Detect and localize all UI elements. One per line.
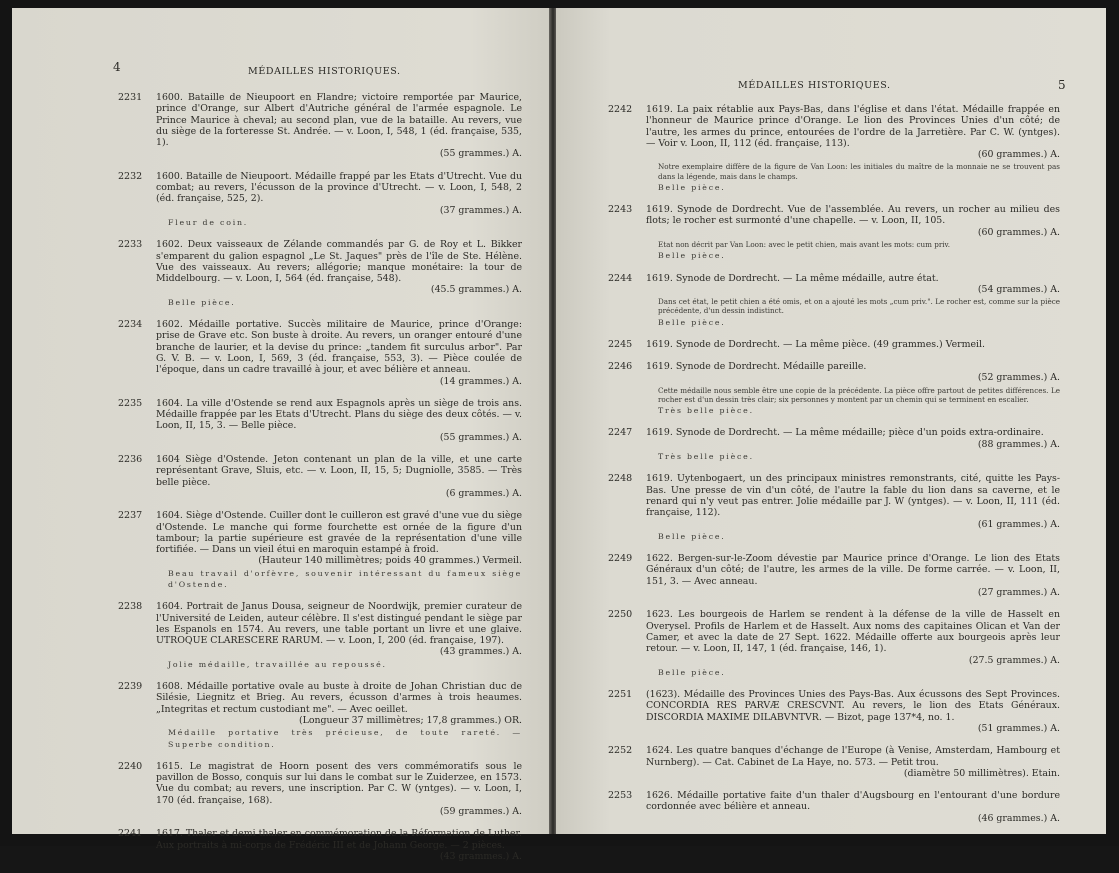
entry-description: 1619. La paix rétablie aux Pays-Bas, dans l'église et dans l'état. Médaille frappée en l'honneur de Maurice prince d'Orange. Le lion des Provinces Unies d'un côté; de l'autre, les armes du prince, entourées de l'ordre de la Jarretière. Par C. W. (yntges). — Voir v. Loon, II, 112 (éd. française, 113).	[646, 104, 1060, 149]
entry-weight-metal: (27 grammes.) A.	[977, 587, 1060, 599]
entry-weight-metal: (59 grammes.) A.	[439, 806, 522, 818]
entry-body	[646, 427, 1060, 462]
entry-weight-metal: (14 grammes.) A.	[439, 375, 522, 387]
lot-number: 2231	[118, 92, 143, 103]
catalogue-entry	[608, 553, 1060, 598]
entry-description: 1619. Synode de Dordrecht. — La même médaille; pièce d'un poids extra-ordinaire.	[646, 427, 1044, 439]
catalogue-entry	[118, 398, 522, 443]
entry-body	[156, 681, 522, 750]
entry-condition: Belle pièce.	[168, 297, 236, 307]
entry-list	[118, 92, 522, 873]
lot-number: 2249	[608, 553, 633, 565]
entry-description: 1602. Deux vaisseaux de Zélande commandés par G. de Roy et L. Bikker s'emparent du galion espagnol „Le St. Jaques" près de l'île de Ste. Hélène. Vue des vaisseaux. Au revers; allégorie; manque monétaire: la tour de Middelbourg. — v. Loon, I, 564 (éd. française, 548).	[156, 239, 522, 285]
lot-number: 2252	[608, 745, 633, 757]
catalogue-entry	[118, 92, 522, 160]
catalogue-entry	[118, 601, 522, 670]
lot-number: 2248	[608, 473, 633, 485]
entry-weight-metal: (61 grammes.) A.	[977, 518, 1060, 530]
catalogue-entry	[608, 427, 1060, 462]
page-number: 4	[113, 60, 121, 74]
left-page	[12, 8, 550, 862]
entry-description: 1624. Les quatre banques d'échange de l'Europe (à Venise, Amsterdam, Hambourg et Nurnberg). — Cat. Cabinet de La Haye, no. 573. — Petit trou.	[646, 745, 1060, 768]
catalogue-entry	[608, 689, 1060, 734]
entry-condition: Fleur de coin.	[168, 217, 249, 227]
entry-note: Etat non décrit par Van Loon: avec le petit chien, mais avant les mots: cum priv.	[658, 240, 951, 250]
entry-description: 1617. Thaler et demi thaler en commémoration de la Réformation de Luther. Aux portraits à mi-corps de Frédéric III et de Johann George. — 2 pièces.	[156, 828, 522, 851]
entry-description: 1623. Les bourgeois de Harlem se rendent à la défense de la ville de Hasselt en Overysel. Profils de Harlem et de Hasselt. Aux noms des capitaines Olican et Van der Camer, et avec la date de 27 Sept. 1622. Médaille offerte aux bourgeois après leur retour. — v. Loon, II, 147, 1 (éd. française, 146, 1).	[646, 609, 1060, 655]
entry-weight-metal: (diamètre 50 millimètres). Etain.	[903, 767, 1060, 779]
entry-description: 1615. Le magistrat de Hoorn posent des vers commémoratifs sous le pavillon de Bosso, conquis sur lui dans le combat sur le Zuiderzee, en 1573. Vue du combat; au revers, une inscription. Par C. W (yntges). — v. Loon, I, 170 (éd. française, 168).	[156, 760, 522, 806]
entry-description: 1604. Portrait de Janus Dousa, seigneur de Noordwijk, premier curateur de l'Université de Leiden, auteur célèbre. Il s'est distingué pendant le siège par les Espanols en 1574. Au revers, une table portant un livre et une glaive. UTROQUE CLARESCERE RARUM. — v. Loon, I, 200 (éd. française, 197).	[156, 601, 522, 647]
entry-description: 1604 Siège d'Ostende. Jeton contenant un plan de la ville, et une carte représentant Grave, Sluis, etc. — v. Loon, II, 15, 5; Dugniolle, 3585. — Très belle pièce.	[156, 454, 522, 488]
entry-body	[156, 171, 522, 228]
lot-number: 2247	[608, 427, 633, 439]
entry-description: 1600. Bataille de Nieupoort en Flandre; victoire remportée par Maurice, prince d'Orange, sur Albert d'Autriche général de l'armée espagnole. Le Prince Maurice à cheval; au second plan, vue de la bataille. Au revers, vue du siège de la forteresse St. Andrée. — v. Loon, I, 548, 1 (éd. française, 535, 1).	[156, 92, 522, 149]
entry-note: Dans cet état, le petit chien a été omis, et on a ajouté les mots „cum priv.". Le rocher est, comme sur la pièce précédente, d'un dessin indistinct.	[658, 297, 1060, 316]
lot-number: 2240	[118, 760, 143, 772]
entry-body	[156, 454, 522, 499]
entry-body	[646, 689, 1060, 734]
entry-note: Cette médaille nous semble être une copie de la précédente. La pièce offre partout de petites différences. Le rocher est d'un dessin très clair; six personnes y montent par un chemin qui se terminent en escalier.	[658, 385, 1060, 404]
page-number: 5	[1058, 78, 1066, 92]
catalogue-entry	[608, 273, 1060, 328]
entry-description: 1619. Synode de Dordrecht. Médaille pareille.	[646, 361, 867, 373]
lot-number: 2250	[608, 609, 633, 621]
entry-body	[156, 761, 522, 817]
entry-body	[156, 828, 522, 862]
catalogue-entry	[118, 761, 522, 817]
catalogue-entry	[608, 104, 1060, 193]
entry-body	[646, 273, 1060, 328]
entry-body	[156, 319, 522, 387]
entry-body	[646, 609, 1060, 678]
entry-body	[646, 104, 1060, 193]
catalogue-entry	[608, 473, 1060, 542]
entry-description: 1608. Médaille portative ovale au buste à droite de Johan Christian duc de Silésie, Liegnitz et Brieg. Au revers, écusson d'armes à trois heaumes. „Integritas et rectum custodiant me". — Avec oeillet.	[156, 681, 522, 715]
entry-weight-metal: (43 grammes.) A.	[439, 850, 522, 862]
entry-weight-metal: (46 grammes.) A.	[977, 812, 1060, 824]
entry-condition: Beau travail d'orfèvre, souvenir intéressant du fameux siège d'Ostende.	[168, 568, 522, 589]
entry-body	[646, 473, 1060, 542]
lot-number: 2232	[118, 170, 143, 182]
entry-body	[646, 745, 1060, 779]
entry-condition: Jolie médaille, travaillée au repoussé.	[168, 659, 387, 669]
lot-number: 2237	[118, 510, 143, 522]
entry-weight-metal: (51 grammes.) A.	[977, 723, 1060, 734]
entry-weight-metal: (6 grammes.) A.	[445, 487, 522, 499]
entry-description: 1600. Bataille de Nieupoort. Médaille frappé par les Etats d'Utrecht. Vue du combat; au revers, l'écusson de la province d'Utrecht. — v. Loon, I, 548, 2 (éd. française, 525, 2).	[156, 170, 522, 205]
catalogue-entry	[118, 510, 522, 590]
catalogue-entry	[118, 828, 522, 862]
entry-description: 1604. Siège d'Ostende. Cuiller dont le cuilleron est gravé d'une vue du siège d'Ostende. Le manche qui forme fourchette est ornée de la figure d'un tambour; la partie supérieure est gravée de la représentation d'une ville fortifiée. — Dans un vieil étui en maroquin estampé à froid.	[156, 510, 522, 556]
entry-description: 1619. Uytenbogaert, un des principaux ministres remonstrants, cité, quitte les Pays-Bas. Une presse de vin d'un côté, de l'autre la fable du lion dans sa caverne, et le renard qui n'y veut pas entrer. Jolie médaille par J. W (yntges). — v. Loon, II, 111 (éd. française, 112).	[646, 473, 1060, 519]
entry-weight-metal: (43 grammes.) A.	[439, 646, 522, 658]
entry-weight-metal: (45.5 grammes.) A.	[430, 284, 522, 296]
catalogue-entry	[608, 745, 1060, 779]
entry-description: 1626. Médaille portative faite d'un thaler d'Augsbourg en l'entourant d'une bordure cordonnée avec bélière et anneau.	[646, 790, 1060, 813]
running-header: MÉDAILLES HISTORIQUES.	[738, 80, 891, 91]
entry-note: Notre exemplaire diffère de la figure de Van Loon: les initiales du maître de la monnaie ne se trouvent pas dans la légende, mais dans le champs.	[658, 162, 1060, 181]
entry-body	[646, 339, 1060, 350]
entry-weight-metal: (Longueur 37 millimètres; 17,8 grammes.) OR.	[298, 714, 522, 726]
lot-number: 2235	[118, 397, 143, 409]
catalogue-entry	[118, 681, 522, 750]
lot-number: 2238	[118, 601, 143, 613]
entry-weight-metal: (88 grammes.) A.	[977, 438, 1060, 450]
catalogue-entry	[608, 361, 1060, 416]
entry-description: (1623). Médaille des Provinces Unies des Pays-Bas. Aux écussons des Sept Provinces. CONCORDIA RES PARVÆ CRESCVNT. Au revers, le lion des Etats Généraux. DISCORDIA MAXIME DILABVNTVR. — Bizot, page 137*4, no. 1.	[646, 689, 1060, 723]
entry-body	[646, 204, 1060, 261]
lot-number: 2239	[118, 681, 143, 693]
entry-body	[646, 553, 1060, 598]
lot-number: 2244	[608, 272, 633, 284]
entry-body	[156, 239, 522, 308]
entry-condition: Très belle pièce.	[658, 406, 754, 416]
lot-number: 2242	[608, 104, 633, 115]
catalogue-entry	[608, 790, 1060, 824]
entry-weight-metal: (54 grammes.) A.	[977, 283, 1060, 295]
entry-condition: Très belle pièce.	[658, 452, 754, 462]
lot-number: 2241	[118, 828, 143, 840]
entry-weight-metal: (37 grammes.) A.	[439, 204, 522, 216]
entry-weight-metal: (60 grammes.) A.	[977, 226, 1060, 238]
entry-condition: Belle pièce.	[658, 317, 726, 327]
entry-list	[608, 104, 1060, 835]
entry-description: 1622. Bergen-sur-le-Zoom dévestie par Maurice prince d'Orange. Le lion des Etats Généraux d'un côté; de l'autre, les armes de la ville. De forme carrée. — v. Loon, II, 151, 3. — Avec anneau.	[646, 553, 1060, 587]
entry-description: 1619. Synode de Dordrecht. — La même pièce. (49 grammes.) Vermeil.	[646, 338, 986, 350]
catalogue-entry	[608, 339, 1060, 350]
running-header: MÉDAILLES HISTORIQUES.	[248, 66, 401, 77]
catalogue-entry	[118, 319, 522, 387]
entry-condition: Belle pièce.	[658, 667, 726, 677]
entry-weight-metal: (55 grammes.) A.	[439, 431, 522, 443]
lot-number: 2243	[608, 204, 633, 216]
catalogue-entry	[608, 204, 1060, 261]
entry-condition: Belle pièce.	[658, 251, 726, 261]
entry-description: 1619. Synode de Dordrecht. Vue de l'assemblée. Au revers, un rocher au milieu des flots; le rocher est surmonté d'une chapelle. — v. Loon, II, 105.	[646, 204, 1060, 227]
lot-number: 2251	[608, 689, 633, 701]
entry-body	[156, 92, 522, 160]
entry-body	[646, 790, 1060, 824]
entry-body	[156, 510, 522, 590]
catalogue-entry	[118, 171, 522, 228]
entry-condition: Belle pièce.	[658, 182, 726, 192]
lot-number: 2245	[608, 338, 633, 350]
entry-description: 1604. La ville d'Ostende se rend aux Espagnols après un siège de trois ans. Médaille frappée par les Etats d'Utrecht. Plans du siège des deux côtés. — v. Loon, II, 15, 3. — Belle pièce.	[156, 397, 522, 432]
catalogue-entry	[118, 239, 522, 308]
entry-weight-metal: (60 grammes.) A.	[977, 149, 1060, 161]
entry-body	[646, 361, 1060, 416]
entry-condition: Médaille portative très précieuse, de toute rareté. — Superbe condition.	[168, 728, 522, 749]
entry-weight-metal: (Hauteur 140 millimètres; poids 40 grammes.) Vermeil.	[258, 555, 522, 567]
entry-weight-metal: (52 grammes.) A.	[977, 372, 1060, 384]
lot-number: 2234	[118, 319, 143, 331]
right-page	[556, 8, 1106, 834]
entry-description: 1619. Synode de Dordrecht. — La même médaille, autre état.	[646, 272, 939, 284]
lot-number: 2253	[608, 790, 633, 802]
catalogue-entry	[118, 454, 522, 499]
entry-weight-metal: (27.5 grammes.) A.	[968, 654, 1060, 666]
entry-body	[156, 601, 522, 670]
entry-condition: Belle pièce.	[658, 531, 726, 541]
catalogue-entry	[608, 609, 1060, 678]
lot-number: 2236	[118, 454, 143, 466]
entry-description: 1602. Médaille portative. Succès militaire de Maurice, prince d'Orange: prise de Grave etc. Son buste à droite. Au revers, un oranger entouré d'une branche de laurier, et la devise du prince: „tandem fit surculus arbor". Par G. V. B. — v. Loon, I, 569, 3 (éd. française, 553, 3). — Pièce coulée de l'époque, dans un cadre travaillé à jour, et avec bélière et anneau.	[156, 319, 522, 376]
lot-number: 2233	[118, 239, 143, 251]
lot-number: 2246	[608, 361, 633, 373]
entry-weight-metal: (55 grammes.) A.	[439, 148, 522, 160]
entry-body	[156, 398, 522, 443]
